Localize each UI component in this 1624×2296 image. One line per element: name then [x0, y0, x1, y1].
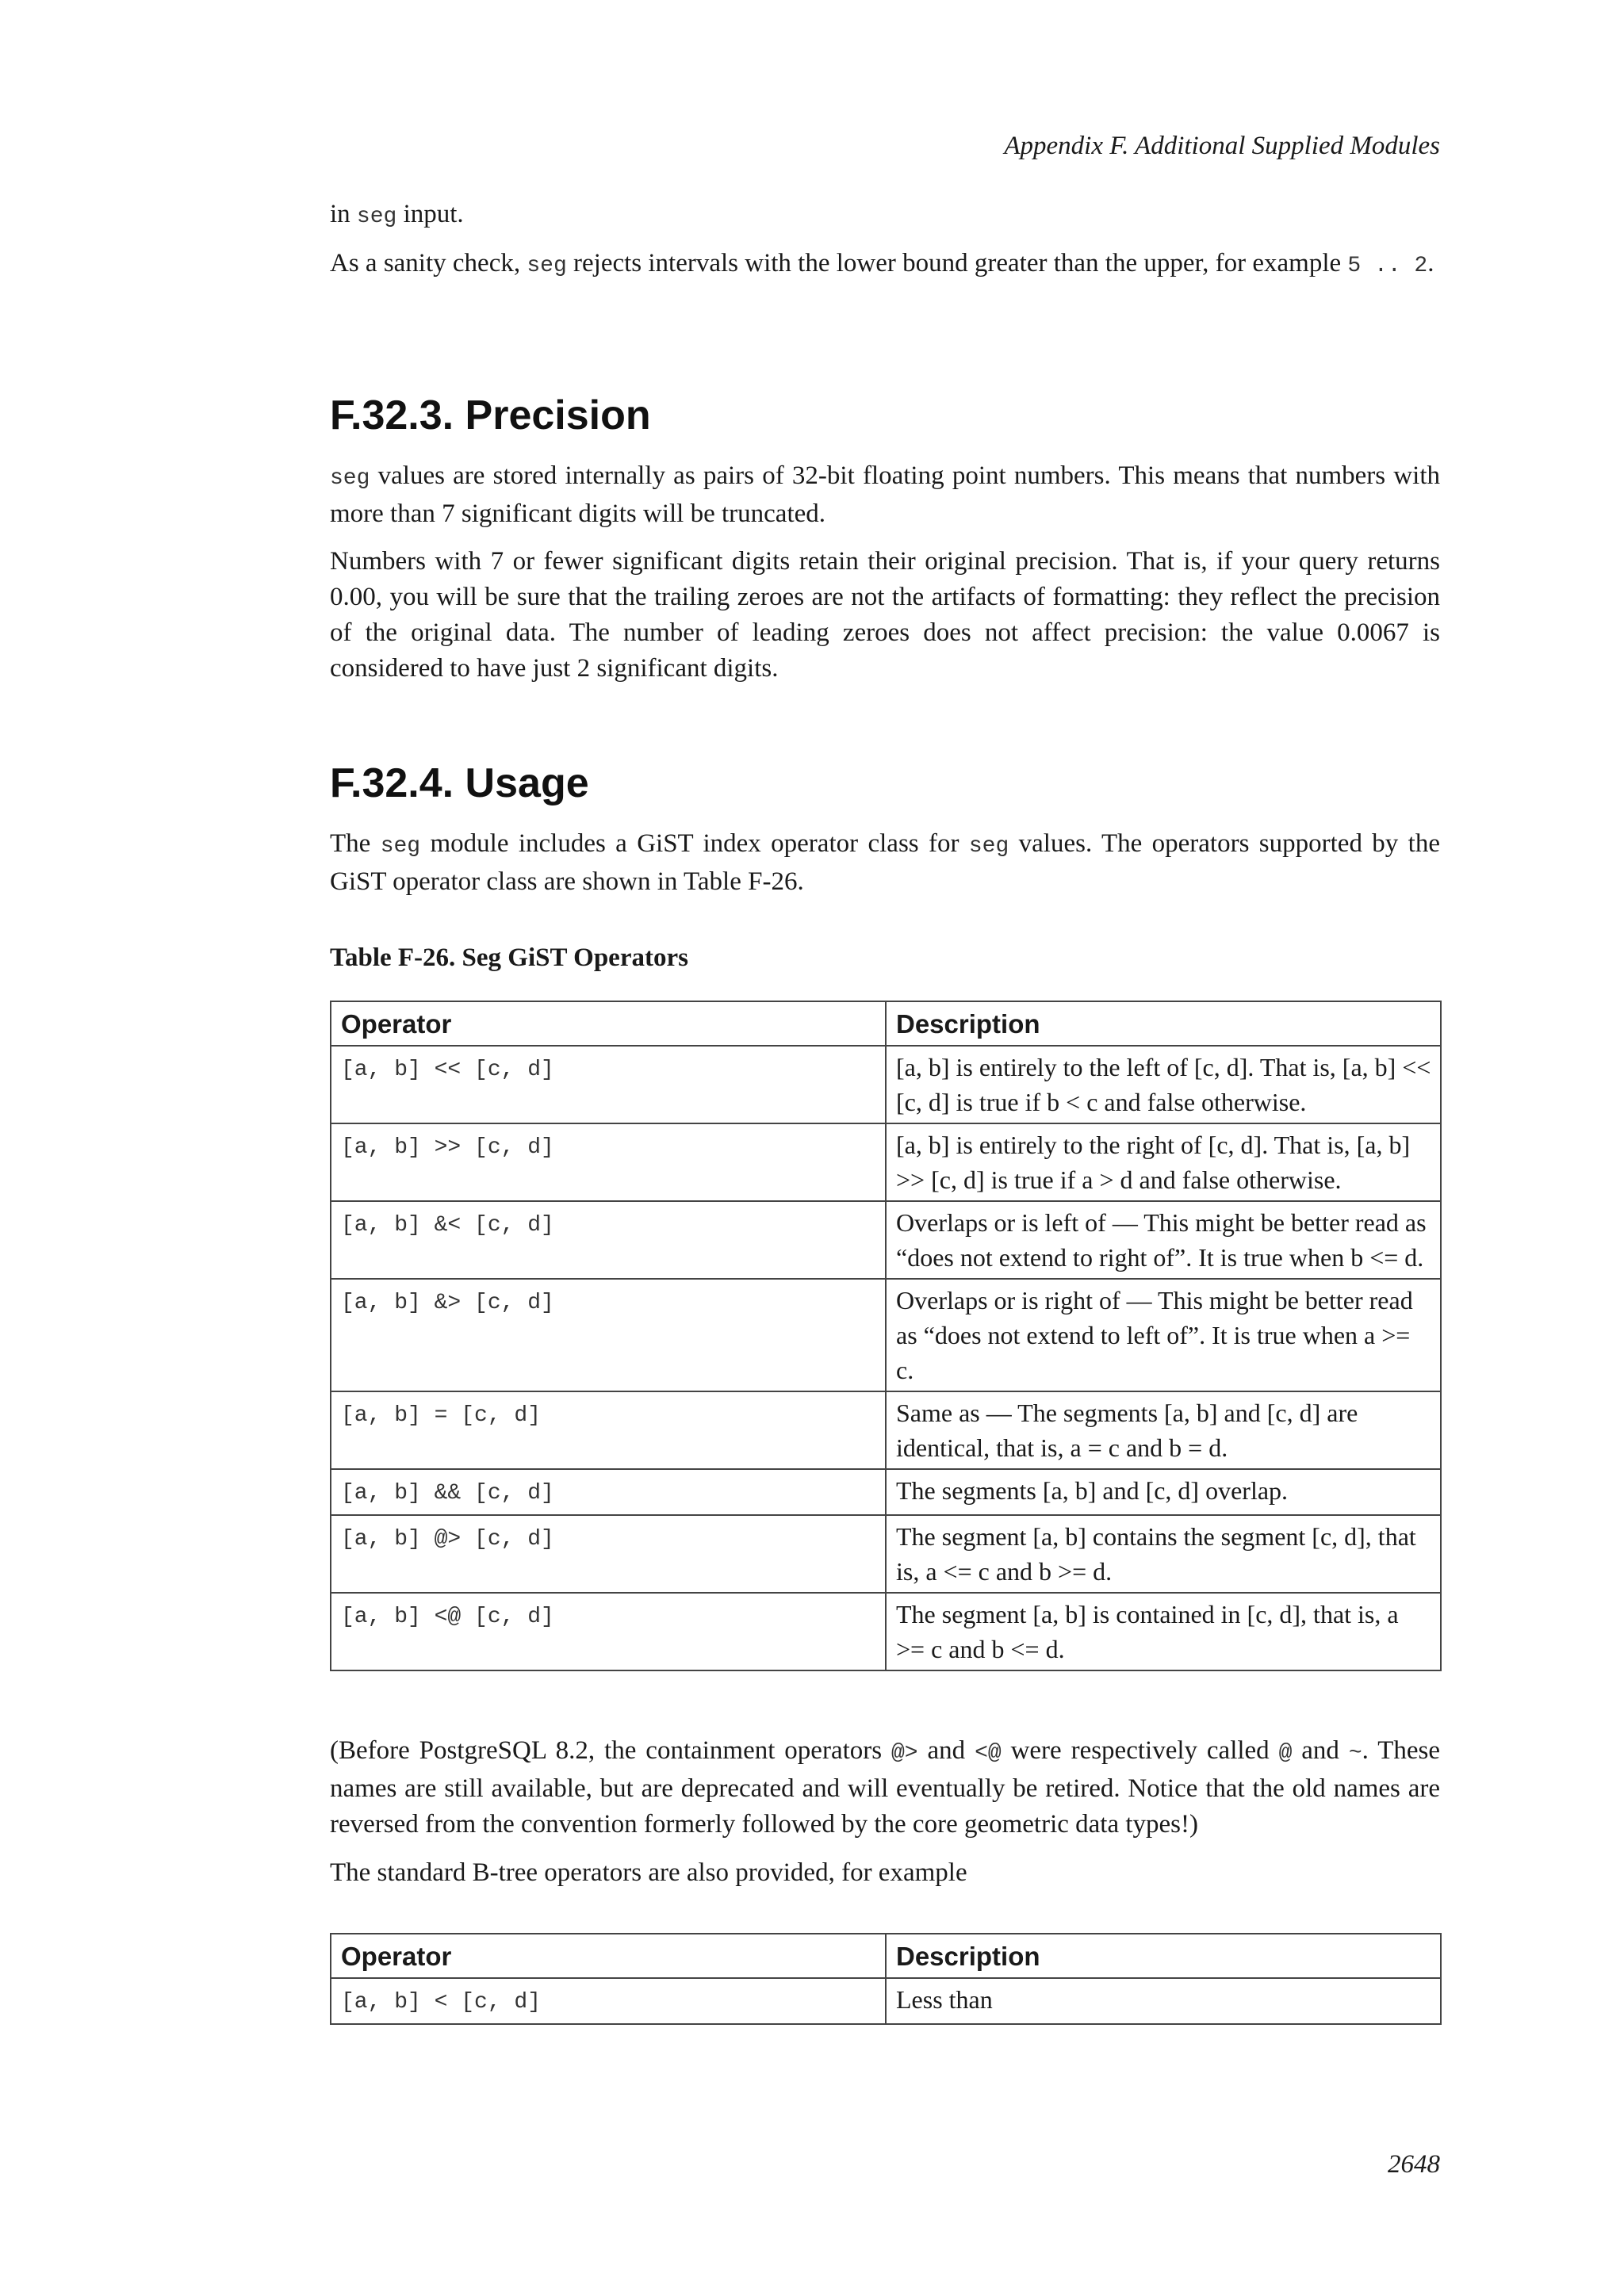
text: As a sanity check, — [330, 249, 527, 277]
text: . These names are still available, but are deprecated and will eventually be retired. Notice that the old names are reversed from the convention formerly followed by the core geometric data types!) — [330, 1736, 1441, 1839]
usage-paragraph-3: The standard B-tree operators are also provided, for example — [330, 1858, 967, 1887]
table-row — [331, 1123, 1441, 1201]
inline-code: seg — [527, 254, 567, 278]
description-cell: The segments [a, b] and [c, d] overlap. — [886, 1469, 1441, 1515]
precision-paragraph-2: Numbers with 7 or fewer significant digits retain their original precision. That is, if your query returns 0.00, you will be sure that the trailing zeroes are not the artifacts of formatting: they reflect the precision of the original data. The number of leading zeroes does not affect precision: the value 0.0067 is considered to have just 2 significant digits. — [330, 547, 1440, 683]
operator-cell: [a, b] @> [c, d] — [331, 1515, 886, 1593]
column-header-operator: Operator — [331, 1001, 886, 1046]
inline-code: seg — [380, 834, 421, 859]
table-row — [331, 1978, 1441, 2024]
table-row — [331, 1201, 1441, 1279]
inline-code: @ — [1278, 1741, 1293, 1766]
operator-cell: [a, b] = [c, d] — [331, 1391, 886, 1469]
description-cell: Overlaps or is left of — This might be better read as “does not extend to right of”. It is true when b <= d. — [886, 1201, 1441, 1279]
text: were respectively called — [1001, 1736, 1279, 1765]
text: in — [330, 200, 357, 228]
table-row — [331, 1593, 1441, 1670]
table-header-row — [331, 1001, 1441, 1046]
description-cell: [a, b] is entirely to the left of [c, d]. That is, [a, b] << [c, d] is true if b < c and false otherwise. — [886, 1046, 1441, 1123]
inline-code: @> — [891, 1741, 918, 1766]
column-header-description: Description — [886, 1934, 1441, 1978]
text: values are stored internally as pairs of 32-bit floating point numbers. This means that numbers with more than 7 significant digits will be truncated. — [330, 461, 1440, 528]
intro-paragraph-1 — [330, 197, 1440, 235]
table-row — [331, 1469, 1441, 1515]
description-cell: The segment [a, b] is contained in [c, d], that is, a >= c and b <= d. — [886, 1593, 1441, 1670]
inline-code: seg — [356, 205, 397, 229]
text: (Before PostgreSQL 8.2, the containment operators — [330, 1736, 891, 1765]
precision-paragraph-1 — [330, 458, 1440, 532]
btree-operators-table — [330, 1933, 1442, 2025]
inline-code: <@ — [975, 1741, 1002, 1766]
column-header-description: Description — [886, 1001, 1441, 1046]
operator-cell: [a, b] >> [c, d] — [331, 1123, 886, 1201]
operator-cell: [a, b] << [c, d] — [331, 1046, 886, 1123]
description-cell: Same as — The segments [a, b] and [c, d] are identical, that is, a = c and b = d. — [886, 1391, 1441, 1469]
text: . — [1427, 249, 1434, 277]
section-heading-usage: F.32.4. Usage — [330, 760, 589, 806]
inline-code: ~ — [1348, 1741, 1362, 1766]
table-row — [331, 1391, 1441, 1469]
inline-code: seg — [968, 834, 1009, 859]
description-cell: Overlaps or is right of — This might be better read as “does not extend to left of”. It is true when a >= c. — [886, 1279, 1441, 1391]
text: The — [330, 829, 381, 858]
text: module includes a GiST index operator class for — [420, 829, 969, 858]
text: input. — [396, 200, 464, 228]
text: values. The operators supported by the GiST operator class are shown in Table F-26. — [330, 829, 1440, 896]
table-row — [331, 1279, 1441, 1391]
table-row — [331, 1515, 1441, 1593]
inline-code: seg — [330, 466, 370, 491]
operator-cell: [a, b] &< [c, d] — [331, 1201, 886, 1279]
description-cell: Less than — [886, 1978, 1441, 2024]
description-cell: [a, b] is entirely to the right of [c, d]. That is, [a, b] >> [c, d] is true if a > d and false otherwise. — [886, 1123, 1441, 1201]
operator-cell: [a, b] &> [c, d] — [331, 1279, 886, 1391]
description-cell: The segment [a, b] contains the segment [c, d], that is, a <= c and b >= d. — [886, 1515, 1441, 1593]
column-header-operator: Operator — [331, 1934, 886, 1978]
table-header-row — [331, 1934, 1441, 1978]
text: and — [1292, 1736, 1349, 1765]
inline-code: 5 .. 2 — [1347, 254, 1428, 278]
usage-paragraph-2 — [330, 1733, 1440, 1843]
operator-cell: [a, b] < [c, d] — [331, 1978, 886, 2024]
operator-cell: [a, b] <@ [c, d] — [331, 1593, 886, 1670]
operators-table — [330, 1001, 1442, 1671]
section-heading-precision: F.32.3. Precision — [330, 392, 651, 438]
table-row — [331, 1046, 1441, 1123]
table-caption: Table F-26. Seg GiST Operators — [330, 943, 688, 972]
text: and — [917, 1736, 975, 1765]
running-header: Appendix F. Additional Supplied Modules — [1004, 132, 1440, 160]
intro-paragraph-2 — [330, 246, 1440, 284]
page-number: 2648 — [1388, 2150, 1440, 2179]
operator-cell: [a, b] && [c, d] — [331, 1469, 886, 1515]
usage-paragraph-1 — [330, 826, 1440, 900]
text: rejects intervals with the lower bound greater than the upper, for example — [566, 249, 1348, 277]
